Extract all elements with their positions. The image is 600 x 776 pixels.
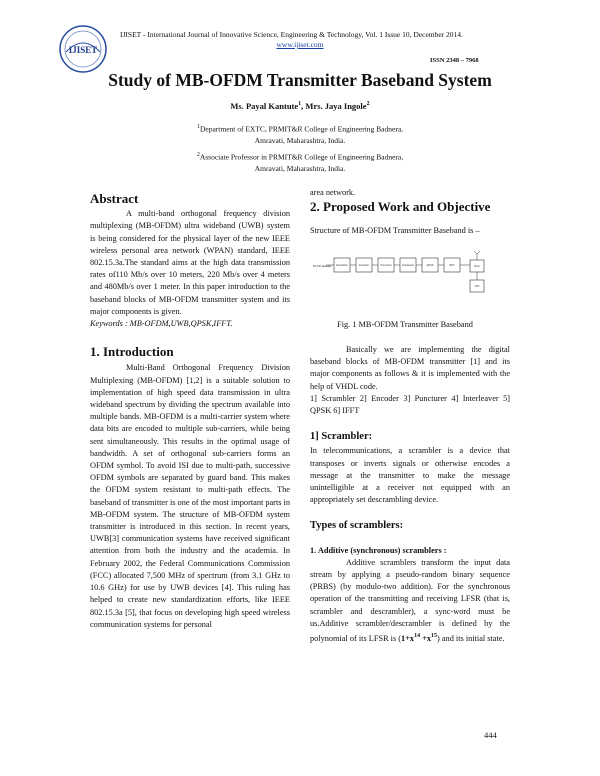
figure-block-label: LPF	[474, 285, 480, 288]
structure-line: Structure of MB-OFDM Transmitter Baseband is –	[310, 226, 480, 236]
types-heading: Types of scramblers:	[310, 520, 404, 532]
antenna-icon	[474, 251, 480, 260]
figure-block-label: Interleaver	[401, 264, 415, 267]
issn: ISSN 2348 – 7968	[430, 57, 479, 64]
additive-heading: 1. Additive (synchronous) scramblers :	[310, 545, 447, 555]
keywords: Keywords : MB-OFDM,UWB,QPSK,IFFT.	[90, 319, 233, 329]
journal-header	[120, 30, 480, 50]
right-column-lower	[310, 344, 510, 645]
journal-logo	[58, 24, 108, 74]
additive-text: Additive scramblers transform the input data stream by applying a pseudo-random binary sequence (PRBS) (by modulo-two addition). For the synchronous operation of the transmitting and receiving LFSR (that is, scrambler and descrambler), a sync-word must be us.Additive scrambler/descrambler is defined by the polynomial of its LFSR is $(1+x^{14} +x^{15})$ and its initial state.	[310, 557, 510, 643]
figure-caption: Fig. 1 MB-OFDM Transmitter Baseband	[337, 320, 473, 329]
affiliation-1: $^1$Department of EXTC, PRMIT&R College of Engineering Badnera, Amravati, Maharashtra, India.	[196, 124, 404, 145]
figure-block-label: Encoder	[359, 264, 369, 267]
scrambler-text: In telecommunications, a scrambler is a device that transposes or inverts signals or otherwise encodes a message at the transmitter to make the message unintelligible at a receiver not equipped with an appropriately set descrambling device.	[310, 446, 510, 505]
introduction-heading: 1. Introduction	[90, 344, 174, 360]
figure-1	[312, 250, 497, 300]
paper-title: Study of MB-OFDM Transmitter Baseband System	[108, 70, 492, 90]
left-column	[90, 193, 290, 631]
section2-heading: 2. Proposed Work and Objective	[310, 199, 491, 215]
abstract-heading: Abstract	[90, 191, 139, 206]
authors: Ms. Payal Kantute$^1$, Mrs. Jaya Ingole$^2$	[230, 101, 370, 111]
continued-text: area network.	[310, 188, 356, 197]
right-column	[310, 187, 510, 238]
figure-block-label: IFFT	[449, 264, 455, 267]
page-number: 444	[484, 730, 497, 740]
block-list: 1] Scrambler 2] Encoder 3] Puncturer 4] Interleaver 5] QPSK 6] IFFT	[310, 393, 510, 416]
logo-text: IJISET	[68, 45, 98, 55]
figure-block-label: Puncturer	[380, 264, 392, 267]
abstract-text: A multi-band orthogonal frequency division multiplexing (MB-OFDM) ultra wideband (UWB) system is being considered for the physical layer of the new IEEE wireless personal area network (WPAN) standard, IEEE 802.15.3a.The standard aims at the high data transmission rates of110 Mb/s over 10 meters, 220 Mb/s over 4 meters and 480Mb/s over 1 meter. In this paper introduction to the baseband blocks of MB-OFDM transmitter system and its major components is given.	[90, 209, 290, 316]
affiliation-2: $^2$Associate Professor in PRMIT&R College of Engineering Badnera, Amravati, Maharashtra, India.	[196, 152, 404, 173]
figure-block-label: Scrambler	[336, 264, 348, 267]
introduction-text: Multi-Band Orthogonal Frequency Division Multiplexing (MB-OFDM) [1,2] is a suitable solution to implementation of high speed data transmission in ultra wideband spectrum by dividing the spectrum available into multiple bands. MB-OFDM is a multi-carrier system where data bits are encoded to multiple sub-carriers, while being sent simultaneously. This results in the optimal usage of bandwidth. A set of orthogonal sub-carriers forms an OFDM symbol. To avoid ISI due to multi-path, successive OFDM symbols are separated by guard band. This makes the OFDM system resistant to multi-path effects. The baseband of transmitter is one of the most important parts in MB-OFDM system. The structure of MB-OFDM system transmitter is introduced in this section. In recent years, UWB[3] communication systems have received significant attention from both the industry and the academia. In February 2002, the Federal Communications Commission (FCC) allocated 7,500 MHz of spectrum (from 3.1 GHz to 10.6 GHz) for use by UWB devices [4]. This ruling has helped to create new standardization efforts, like IEEE 802.15.3a [5], that focus on developing high speed wireless communication systems for personal	[90, 363, 291, 629]
figure-input-label: PLCP Header	[313, 264, 332, 268]
figure-block-label: QPSK	[426, 264, 434, 267]
journal-url[interactable]: www.ijiset.com	[276, 40, 324, 49]
journal-citation: IJISET - International Journal of Innovative Science, Engineering & Technology, Vol. 1 Issue 10, December 2014.	[120, 30, 463, 39]
scrambler-heading: 1] Scrambler:	[310, 431, 373, 443]
figure-block-label: DAC	[474, 265, 480, 268]
implementation-paragraph: Basically we are implementing the digital baseband blocks of MB-OFDM transmitter [1] and its major components as follows & it is implemented with the help of VHDL code.	[310, 345, 510, 391]
